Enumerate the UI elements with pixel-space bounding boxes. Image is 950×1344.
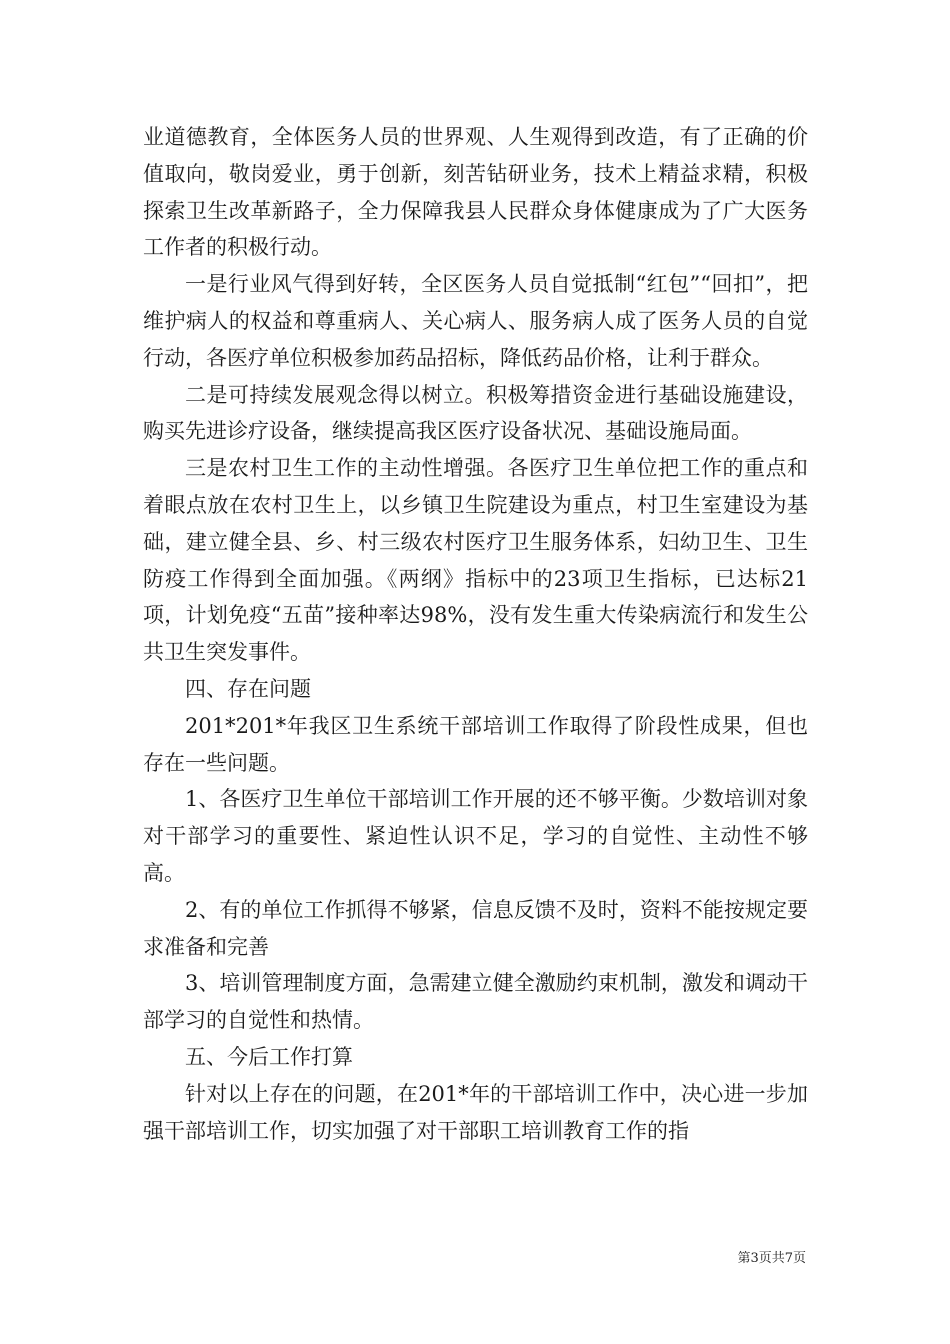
section-heading-problems: 四、存在问题 xyxy=(185,676,311,701)
paragraph-industry-ethos: 一是行业风气得到好转，全区医务人员自觉抵制“红包”“回扣”，把维护病人的权益和尊重病人、关心病人、服务病人成了医务人员的自觉行动，各医疗单位积极参加药品招标，降低药品价格，让利于群众。 xyxy=(143,272,808,370)
page-number: 第3页共7页 xyxy=(737,1251,806,1266)
document-body xyxy=(143,119,808,1149)
paragraph-problems-intro: 201*201*年我区卫生系统干部培训工作取得了阶段性成果，但也存在一些问题。 xyxy=(143,713,808,775)
paragraph-future-plans: 针对以上存在的问题，在201*年的干部培训工作中，决心进一步加强干部培训工作，切实加强了对干部职工培训教育工作的指 xyxy=(143,1081,808,1143)
section-heading-future-plans: 五、今后工作打算 xyxy=(185,1044,353,1069)
paragraph-problem-2: 2、有的单位工作抓得不够紧，信息反馈不及时，资料不能按规定要求准备和完善 xyxy=(143,897,808,959)
paragraph-rural-health: 三是农村卫生工作的主动性增强。各医疗卫生单位把工作的重点和着眼点放在农村卫生上，以乡镇卫生院建设为重点，村卫生室建设为基础，建立健全县、乡、村三级农村医疗卫生服务体系，妇幼卫生、卫生防疫工作得到全面加强。《两纲》指标中的23项卫生指标，已达标21项，计划免疫“五苗”接种率达98%，没有发生重大传染病流行和发生公共卫生突发事件。 xyxy=(143,456,808,665)
paragraph-problem-3: 3、培训管理制度方面，急需建立健全激励约束机制，激发和调动干部学习的自觉性和热情。 xyxy=(143,971,808,1033)
paragraph-continuation: 业道德教育，全体医务人员的世界观、人生观得到改造，有了正确的价值取向，敬岗爱业，勇于创新，刻苦钻研业务，技术上精益求精，积极探索卫生改革新路子，全力保障我县人民群众身体健康成为了广大医务工作者的积极行动。 xyxy=(143,125,808,260)
paragraph-sustainable-development: 二是可持续发展观念得以树立。积极筹措资金进行基础设施建设，购买先进诊疗设备，继续提高我区医疗设备状况、基础设施局面。 xyxy=(143,382,808,444)
paragraph-problem-1: 1、各医疗卫生单位干部培训工作开展的还不够平衡。少数培训对象对干部学习的重要性、紧迫性认识不足，学习的自觉性、主动性不够高。 xyxy=(143,787,808,885)
